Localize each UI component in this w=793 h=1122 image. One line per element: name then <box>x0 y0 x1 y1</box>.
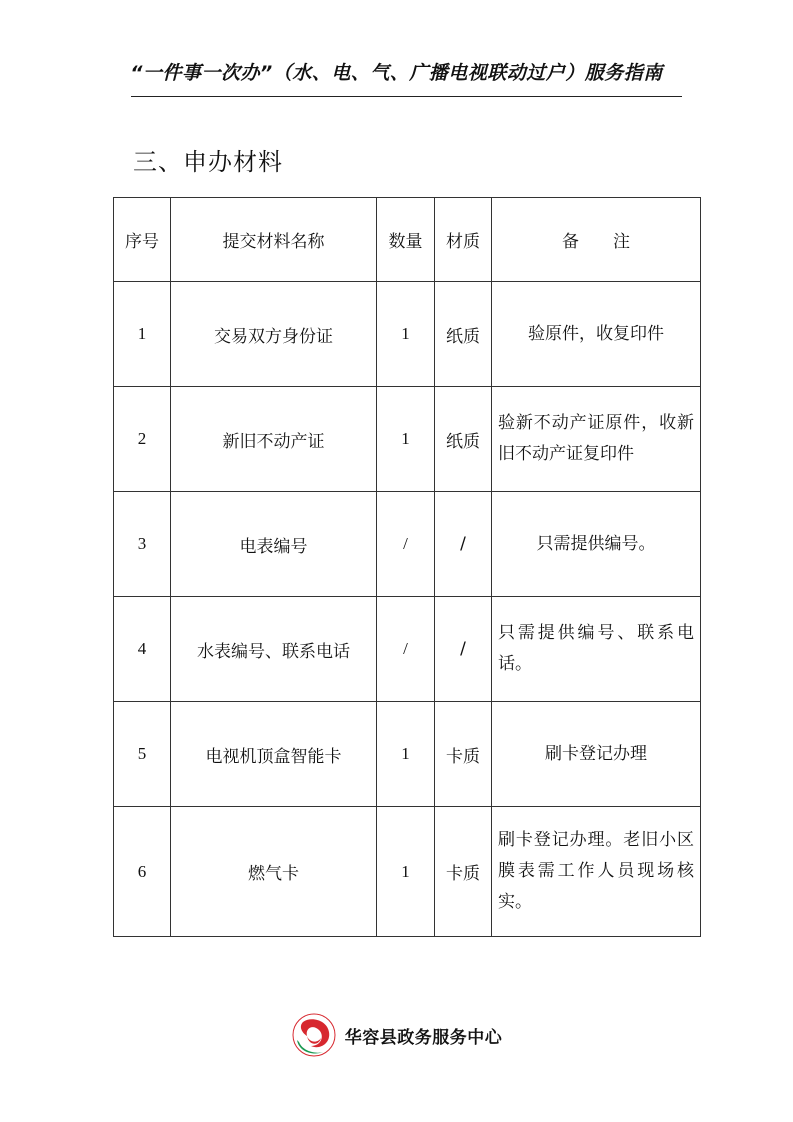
row-material-type: 卡质 <box>435 702 492 807</box>
page-header: “一件事一次办”（水、电、气、广播电视联动过户）服务指南 <box>130 62 663 84</box>
row-material-name: 电视机顶盒智能卡 <box>171 702 377 807</box>
row-seq: 2 <box>114 387 171 492</box>
row-quantity: 1 <box>377 387 435 492</box>
materials-table <box>113 197 701 937</box>
table-row <box>114 702 701 807</box>
table-row <box>114 492 701 597</box>
row-material-type: 纸质 <box>435 282 492 387</box>
row-seq: 1 <box>114 282 171 387</box>
row-material-type: 纸质 <box>435 387 492 492</box>
column-header-seq: 序号 <box>114 198 171 282</box>
row-material-name: 交易双方身份证 <box>171 282 377 387</box>
row-quantity: / <box>377 597 435 702</box>
row-note: 只需提供编号、联系电话。 <box>492 597 701 702</box>
row-note: 刷卡登记办理。老旧小区膜表需工作人员现场核实。 <box>492 807 701 937</box>
row-note: 只需提供编号。 <box>492 492 701 597</box>
section-title: 三、申办材料 <box>133 148 283 176</box>
column-header-name: 提交材料名称 <box>171 198 377 282</box>
table-header-row <box>114 198 701 282</box>
row-quantity: 1 <box>377 807 435 937</box>
row-note: 验原件，收复印件 <box>492 282 701 387</box>
column-header-note: 备 注 <box>492 198 701 282</box>
row-material-name: 电表编号 <box>171 492 377 597</box>
row-material-type: 卡质 <box>435 807 492 937</box>
huarong-government-service-logo-icon <box>291 1012 337 1058</box>
row-material-name: 新旧不动产证 <box>171 387 377 492</box>
row-material-type: / <box>435 492 492 597</box>
organization-name: 华容县政务服务中心 <box>344 1027 503 1048</box>
row-quantity: 1 <box>377 702 435 807</box>
row-material-name: 燃气卡 <box>171 807 377 937</box>
table-row <box>114 807 701 937</box>
row-note: 验新不动产证原件，收新旧不动产证复印件 <box>492 387 701 492</box>
table-row <box>114 597 701 702</box>
table-row <box>114 282 701 387</box>
row-quantity: / <box>377 492 435 597</box>
row-note: 刷卡登记办理 <box>492 702 701 807</box>
row-seq: 6 <box>114 807 171 937</box>
page-footer <box>0 1010 793 1060</box>
row-seq: 5 <box>114 702 171 807</box>
table-row <box>114 387 701 492</box>
row-material-type: / <box>435 597 492 702</box>
column-header-qty: 数量 <box>377 198 435 282</box>
column-header-material: 材质 <box>435 198 492 282</box>
row-material-name: 水表编号、联系电话 <box>171 597 377 702</box>
header-divider <box>131 96 682 97</box>
row-quantity: 1 <box>377 282 435 387</box>
row-seq: 4 <box>114 597 171 702</box>
row-seq: 3 <box>114 492 171 597</box>
